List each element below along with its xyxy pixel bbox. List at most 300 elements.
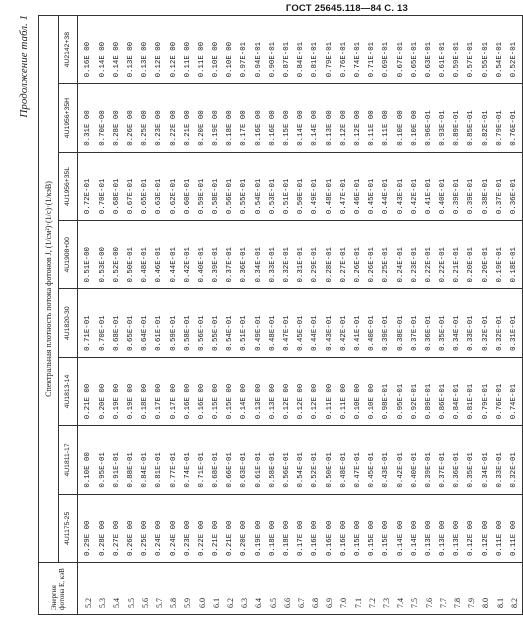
flux-value-cell: 0.52E-01	[309, 426, 323, 494]
flux-value-cell: 0.21E 00	[78, 357, 97, 425]
flux-value-cell: 0.14E 00	[238, 357, 252, 425]
header-row-span	[39, 16, 59, 615]
flux-value-cell: 0.15E 00	[380, 494, 394, 562]
flux-value-cell: 0.76E-01	[337, 16, 351, 84]
flux-value-cell: 0.71E-01	[366, 16, 380, 84]
flux-value-cell: 0.52E-00	[110, 221, 124, 289]
flux-value-cell: 0.12E 00	[465, 494, 479, 562]
table-row	[323, 16, 337, 615]
source-column-header: 4U1956+35L	[59, 152, 78, 220]
table-row	[337, 16, 351, 615]
flux-value-cell: 0.33E-01	[465, 289, 479, 357]
flux-value-cell: 0.74E-01	[508, 357, 523, 425]
flux-value-cell: 0.69E-01	[380, 16, 394, 84]
flux-value-cell: 0.79E-01	[479, 357, 493, 425]
energy-cell: 7.1	[352, 563, 366, 615]
rotated-table-block	[16, 15, 519, 615]
flux-value-cell: 0.18E 00	[139, 357, 153, 425]
flux-value-cell: 0.40E-01	[366, 289, 380, 357]
flux-value-cell: 0.26E 00	[125, 494, 139, 562]
flux-value-cell: 0.79E-01	[493, 84, 507, 152]
flux-value-cell: 0.10E 00	[78, 426, 97, 494]
table-row	[252, 16, 266, 615]
flux-value-cell: 0.11E 00	[196, 16, 210, 84]
flux-value-cell: 0.12E 00	[337, 84, 351, 152]
flux-value-cell: 0.12E 00	[295, 357, 309, 425]
flux-value-cell: 0.81E-01	[465, 357, 479, 425]
flux-value-cell: 0.65E-01	[139, 152, 153, 220]
flux-value-cell: 0.67E-01	[394, 16, 408, 84]
flux-value-cell: 0.93E-01	[437, 84, 451, 152]
table-row	[196, 16, 210, 615]
flux-value-cell: 0.18E 00	[266, 494, 280, 562]
flux-value-cell: 0.82E-01	[479, 84, 493, 152]
flux-value-cell: 0.63E-01	[153, 152, 167, 220]
flux-value-cell: 0.55E-01	[479, 16, 493, 84]
spectral-density-header: Спектральная плотность потока фотонов Ј, (1/см²)·(1/с)·(1/кэВ)	[39, 16, 59, 563]
flux-value-cell: 0.38E-01	[479, 152, 493, 220]
flux-value-cell: 0.13E 00	[323, 84, 337, 152]
flux-value-cell: 0.21E 00	[224, 494, 238, 562]
source-column-header: 4U1820-30	[59, 289, 78, 357]
flux-value-cell: 0.21E 00	[210, 494, 224, 562]
flux-value-cell: 0.87E-01	[281, 16, 295, 84]
flux-value-cell: 0.19E 00	[252, 494, 266, 562]
energy-cell: 6.1	[210, 563, 224, 615]
flux-value-cell: 0.11E 00	[493, 494, 507, 562]
flux-value-cell: 0.54E-01	[295, 426, 309, 494]
flux-value-cell: 0.26E-01	[366, 221, 380, 289]
flux-value-cell: 0.59E-01	[167, 289, 181, 357]
energy-cell: 6.8	[309, 563, 323, 615]
energy-cell: 5.2	[78, 563, 97, 615]
table-row	[465, 16, 479, 615]
flux-value-cell: 0.32E-01	[281, 221, 295, 289]
flux-value-cell: 0.16E 00	[337, 494, 351, 562]
energy-cell: 5.4	[110, 563, 124, 615]
flux-value-cell: 0.13E 00	[125, 16, 139, 84]
flux-value-cell: 0.39E-01	[451, 152, 465, 220]
flux-value-cell: 0.10E 00	[224, 16, 238, 84]
flux-value-cell: 0.94E-01	[252, 16, 266, 84]
page-header: ГОСТ 25645.118—84 С. 13	[285, 3, 408, 14]
flux-value-cell: 0.84E-01	[139, 426, 153, 494]
flux-value-cell: 0.63E-01	[238, 426, 252, 494]
flux-value-cell: 0.28E-01	[323, 221, 337, 289]
flux-value-cell: 0.51E-01	[281, 152, 295, 220]
flux-value-cell: 0.35E-01	[465, 426, 479, 494]
flux-value-cell: 0.49E-01	[309, 152, 323, 220]
flux-value-cell: 0.95E-01	[96, 426, 110, 494]
flux-value-cell: 0.25E 00	[139, 494, 153, 562]
flux-value-cell: 0.14E 00	[408, 494, 422, 562]
source-column-header: 4U1811-17	[59, 426, 78, 494]
flux-value-cell: 0.10E 00	[210, 16, 224, 84]
flux-value-cell: 0.35E-01	[437, 289, 451, 357]
flux-value-cell: 0.44E-01	[167, 221, 181, 289]
flux-value-cell: 0.40E-01	[408, 426, 422, 494]
flux-value-cell: 0.12E 00	[153, 16, 167, 84]
flux-value-cell: 0.46E-01	[153, 221, 167, 289]
flux-value-cell: 0.43E-01	[394, 152, 408, 220]
flux-value-cell: 0.24E-01	[394, 221, 408, 289]
flux-value-cell: 0.37E-01	[408, 289, 422, 357]
flux-value-cell: 0.37E-01	[493, 152, 507, 220]
flux-value-cell: 0.10E 00	[352, 357, 366, 425]
energy-cell: 6.5	[266, 563, 280, 615]
table-row	[423, 16, 437, 615]
flux-value-cell: 0.20E-01	[479, 221, 493, 289]
table-row	[508, 16, 523, 615]
flux-value-cell: 0.50E-01	[323, 426, 337, 494]
flux-value-cell: 0.50E-01	[295, 152, 309, 220]
energy-cell: 5.5	[125, 563, 139, 615]
flux-value-cell: 0.33E-01	[493, 426, 507, 494]
flux-value-cell: 0.65E-01	[408, 16, 422, 84]
flux-value-cell: 0.16E 00	[309, 494, 323, 562]
energy-cell: 5.9	[181, 563, 195, 615]
table-row	[281, 16, 295, 615]
flux-value-cell: 0.36E-01	[508, 152, 523, 220]
flux-value-cell: 0.91E-01	[110, 426, 124, 494]
flux-value-cell: 0.20E 00	[196, 84, 210, 152]
flux-value-cell: 0.11E 00	[380, 84, 394, 152]
flux-value-cell: 0.12E 00	[309, 357, 323, 425]
source-column-header: 4U2142+38	[59, 16, 78, 84]
flux-value-cell: 0.40E-01	[437, 152, 451, 220]
energy-cell: 5.8	[167, 563, 181, 615]
flux-value-cell: 0.10E 00	[366, 357, 380, 425]
flux-value-cell: 0.88E-01	[125, 426, 139, 494]
energy-cell: 5.7	[153, 563, 167, 615]
flux-value-cell: 0.25E 00	[139, 84, 153, 152]
table-row	[380, 16, 394, 615]
flux-value-cell: 0.18E 00	[224, 84, 238, 152]
flux-value-cell: 0.71E-01	[78, 289, 97, 357]
energy-cell: 7.9	[465, 563, 479, 615]
flux-value-cell: 0.45E-01	[366, 426, 380, 494]
flux-value-cell: 0.12E 00	[167, 16, 181, 84]
flux-value-cell: 0.56E-01	[224, 152, 238, 220]
energy-cell: 7.2	[366, 563, 380, 615]
energy-cell: 7.7	[437, 563, 451, 615]
flux-value-cell: 0.21E 00	[181, 84, 195, 152]
flux-value-cell: 0.20E 00	[96, 357, 110, 425]
table-row	[493, 16, 507, 615]
flux-value-cell: 0.18E 00	[281, 494, 295, 562]
source-column-header: 4U1175-25	[59, 494, 78, 562]
table-row	[125, 16, 139, 615]
flux-value-cell: 0.34E-01	[252, 221, 266, 289]
flux-value-cell: 0.66E-01	[224, 426, 238, 494]
flux-value-cell: 0.72E-01	[78, 152, 97, 220]
flux-value-cell: 0.16E 00	[323, 494, 337, 562]
flux-value-cell: 0.47E-01	[337, 152, 351, 220]
table-row	[479, 16, 493, 615]
flux-value-cell: 0.63E-01	[423, 16, 437, 84]
flux-value-cell: 0.13E 00	[252, 357, 266, 425]
flux-value-cell: 0.61E-01	[437, 16, 451, 84]
flux-value-cell: 0.52E-01	[508, 16, 523, 84]
flux-value-cell: 0.28E 00	[110, 84, 124, 152]
table-row	[181, 16, 195, 615]
table-row	[352, 16, 366, 615]
flux-value-cell: 0.85E-01	[465, 84, 479, 152]
energy-cell: 7.4	[394, 563, 408, 615]
flux-value-cell: 0.24E 00	[167, 494, 181, 562]
flux-value-cell: 0.61E-01	[252, 426, 266, 494]
table-row	[437, 16, 451, 615]
flux-value-cell: 0.98E-01	[380, 357, 394, 425]
flux-value-cell: 0.45E-01	[295, 289, 309, 357]
flux-value-cell: 0.15E 00	[281, 84, 295, 152]
flux-value-cell: 0.16E 00	[196, 357, 210, 425]
flux-value-cell: 0.38E-01	[394, 289, 408, 357]
flux-value-cell: 0.46E-01	[352, 152, 366, 220]
flux-value-cell: 0.14E 00	[309, 84, 323, 152]
energy-cell: 8.0	[479, 563, 493, 615]
flux-value-cell: 0.25E-01	[380, 221, 394, 289]
flux-value-cell: 0.16E 00	[252, 84, 266, 152]
flux-value-cell: 0.15E 00	[210, 357, 224, 425]
flux-value-cell: 0.70E-01	[96, 152, 110, 220]
energy-cell: 6.9	[323, 563, 337, 615]
flux-value-cell: 0.13E 00	[423, 494, 437, 562]
flux-value-cell: 0.14E 00	[295, 84, 309, 152]
flux-value-cell: 0.44E-01	[309, 289, 323, 357]
source-column-header: 4U1908+00	[59, 221, 78, 289]
table-row	[309, 16, 323, 615]
flux-value-cell: 0.43E-01	[380, 426, 394, 494]
flux-value-cell: 0.62E-01	[167, 152, 181, 220]
flux-value-cell: 0.79E-01	[323, 16, 337, 84]
flux-value-cell: 0.20E-01	[465, 221, 479, 289]
flux-value-cell: 0.12E 00	[479, 494, 493, 562]
flux-value-cell: 0.37E-01	[224, 221, 238, 289]
table-row	[238, 16, 252, 615]
flux-value-cell: 0.16E 00	[266, 84, 280, 152]
flux-value-cell: 0.41E-01	[352, 289, 366, 357]
flux-value-cell: 0.19E 00	[110, 357, 124, 425]
flux-value-cell: 0.23E 00	[153, 84, 167, 152]
flux-value-cell: 0.14E 00	[96, 16, 110, 84]
flux-value-cell: 0.19E 00	[125, 357, 139, 425]
flux-value-cell: 0.41E-01	[423, 152, 437, 220]
flux-value-cell: 0.95E-01	[394, 357, 408, 425]
flux-value-cell: 0.59E-01	[451, 16, 465, 84]
energy-cell: 5.6	[139, 563, 153, 615]
flux-value-cell: 0.11E 00	[366, 84, 380, 152]
flux-value-cell: 0.36E-01	[451, 426, 465, 494]
flux-value-cell: 0.58E-01	[181, 289, 195, 357]
flux-value-cell: 0.67E-01	[125, 152, 139, 220]
flux-value-cell: 0.32E-01	[479, 289, 493, 357]
flux-value-cell: 0.11E 00	[181, 16, 195, 84]
flux-value-cell: 0.58E-01	[210, 152, 224, 220]
flux-value-cell: 0.81E-01	[153, 426, 167, 494]
flux-value-cell: 0.32E-01	[508, 426, 523, 494]
flux-value-cell: 0.68E-01	[110, 152, 124, 220]
flux-value-cell: 0.22E-01	[437, 221, 451, 289]
flux-value-cell: 0.47E-01	[281, 289, 295, 357]
flux-value-cell: 0.29E-01	[309, 221, 323, 289]
flux-value-cell: 0.55E-01	[238, 152, 252, 220]
flux-value-cell: 0.16E 00	[78, 16, 97, 84]
table-row	[295, 16, 309, 615]
flux-value-cell: 0.23E-01	[408, 221, 422, 289]
flux-value-cell: 0.74E-01	[181, 426, 195, 494]
flux-value-cell: 0.54E-01	[493, 16, 507, 84]
flux-value-cell: 0.74E-01	[352, 16, 366, 84]
flux-value-cell: 0.54E-01	[224, 289, 238, 357]
flux-value-cell: 0.15E 00	[352, 494, 366, 562]
flux-value-cell: 0.34E-01	[451, 289, 465, 357]
flux-value-cell: 0.39E-01	[423, 426, 437, 494]
flux-value-cell: 0.34E-01	[479, 426, 493, 494]
energy-cell: 7.3	[380, 563, 394, 615]
flux-value-cell: 0.48E-01	[139, 221, 153, 289]
flux-value-cell: 0.22E 00	[196, 494, 210, 562]
table-row	[394, 16, 408, 615]
flux-value-cell: 0.64E-01	[139, 289, 153, 357]
flux-value-cell: 0.15E 00	[366, 494, 380, 562]
flux-value-cell: 0.15E 00	[224, 357, 238, 425]
table-row	[224, 16, 238, 615]
flux-value-cell: 0.22E 00	[167, 84, 181, 152]
table-continuation-label: Продолжение табл. 1	[18, 15, 30, 118]
flux-value-cell: 0.17E 00	[238, 84, 252, 152]
flux-value-cell: 0.61E-01	[153, 289, 167, 357]
table-row	[139, 16, 153, 615]
flux-value-cell: 0.24E 00	[153, 494, 167, 562]
flux-value-cell: 0.17E 00	[167, 357, 181, 425]
flux-value-cell: 0.76E-01	[508, 84, 523, 152]
flux-value-cell: 0.54E-01	[252, 152, 266, 220]
flux-value-cell: 0.70E-01	[96, 289, 110, 357]
flux-value-cell: 0.40E-01	[196, 221, 210, 289]
energy-cell: 6.3	[238, 563, 252, 615]
flux-value-cell: 0.42E-01	[181, 221, 195, 289]
flux-value-cell: 0.43E-01	[323, 289, 337, 357]
flux-value-cell: 0.26E-01	[352, 221, 366, 289]
energy-cell: 8.2	[508, 563, 523, 615]
flux-value-cell: 0.86E-01	[437, 357, 451, 425]
flux-value-cell: 0.14E 00	[394, 494, 408, 562]
flux-value-cell: 0.17E 00	[153, 357, 167, 425]
flux-value-cell: 0.51E-00	[78, 221, 97, 289]
flux-value-cell: 0.13E 00	[437, 494, 451, 562]
flux-value-cell: 0.53E-00	[96, 221, 110, 289]
flux-value-cell: 0.59E-01	[196, 152, 210, 220]
table-row	[266, 16, 280, 615]
table-row	[451, 16, 465, 615]
table-row	[96, 16, 110, 615]
flux-value-cell: 0.19E 00	[210, 84, 224, 152]
flux-value-cell: 0.14E 00	[110, 16, 124, 84]
table-row	[167, 16, 181, 615]
table-row	[210, 16, 224, 615]
energy-cell: 6.4	[252, 563, 266, 615]
flux-value-cell: 0.42E-01	[337, 289, 351, 357]
flux-value-cell: 0.39E-01	[210, 221, 224, 289]
flux-value-cell: 0.31E-01	[295, 221, 309, 289]
table-row	[366, 16, 380, 615]
flux-value-cell: 0.81E-01	[309, 16, 323, 84]
flux-value-cell: 0.10E 00	[394, 84, 408, 152]
flux-value-cell: 0.53E-01	[266, 152, 280, 220]
table-row	[153, 16, 167, 615]
energy-cell: 7.6	[423, 563, 437, 615]
source-column-header: 4U1956+35H	[59, 84, 78, 152]
flux-value-cell: 0.49E-01	[252, 289, 266, 357]
flux-value-cell: 0.17E 00	[295, 494, 309, 562]
flux-value-cell: 0.56E-01	[281, 426, 295, 494]
flux-value-cell: 0.27E 00	[110, 494, 124, 562]
energy-cell: 7.0	[337, 563, 351, 615]
flux-value-cell: 0.16E 00	[181, 357, 195, 425]
flux-value-cell: 0.13E 00	[266, 357, 280, 425]
photon-flux-table	[38, 15, 523, 615]
flux-value-cell: 0.56E-01	[196, 289, 210, 357]
flux-value-cell: 0.84E-01	[295, 16, 309, 84]
energy-cell: 6.0	[196, 563, 210, 615]
energy-cell: 5.3	[96, 563, 110, 615]
flux-value-cell: 0.21E-01	[451, 221, 465, 289]
flux-value-cell: 0.51E-01	[238, 289, 252, 357]
flux-value-cell: 0.13E 00	[451, 494, 465, 562]
flux-value-cell: 0.31E-01	[508, 289, 523, 357]
flux-value-cell: 0.42E-01	[408, 152, 422, 220]
energy-cell: 6.2	[224, 563, 238, 615]
flux-value-cell: 0.70E-00	[96, 84, 110, 152]
flux-value-cell: 0.65E-01	[125, 289, 139, 357]
flux-value-cell: 0.55E-01	[210, 289, 224, 357]
flux-value-cell: 0.89E-01	[451, 84, 465, 152]
flux-value-cell: 0.50E-01	[125, 221, 139, 289]
flux-value-cell: 0.36E-01	[423, 289, 437, 357]
flux-value-cell: 0.36E-01	[238, 221, 252, 289]
flux-value-cell: 0.33E-01	[266, 221, 280, 289]
flux-value-cell: 0.96E-01	[423, 84, 437, 152]
flux-value-cell: 0.84E-01	[451, 357, 465, 425]
flux-value-cell: 0.58E-01	[266, 426, 280, 494]
flux-value-cell: 0.11E 00	[323, 357, 337, 425]
flux-value-cell: 0.32E-01	[493, 289, 507, 357]
flux-value-cell: 0.45E-01	[366, 152, 380, 220]
flux-value-cell: 0.31E 00	[78, 84, 97, 152]
flux-value-cell: 0.39E-01	[465, 152, 479, 220]
flux-value-cell: 0.13E 00	[139, 16, 153, 84]
flux-value-cell: 0.89E-01	[423, 357, 437, 425]
flux-value-cell: 0.27E-01	[337, 221, 351, 289]
flux-value-cell: 0.23E 00	[181, 494, 195, 562]
energy-cell: 6.7	[295, 563, 309, 615]
energy-column-header: Энергия фотона Е, кэВ	[39, 563, 78, 615]
flux-value-cell: 0.28E 00	[96, 494, 110, 562]
table-row	[408, 16, 422, 615]
flux-value-cell: 0.47E-01	[352, 426, 366, 494]
table-row	[78, 16, 97, 615]
flux-value-cell: 0.10E 00	[408, 84, 422, 152]
energy-cell: 6.6	[281, 563, 295, 615]
flux-value-cell: 0.11E 00	[508, 494, 523, 562]
flux-value-cell: 0.12E 00	[352, 84, 366, 152]
flux-value-cell: 0.76E-01	[493, 357, 507, 425]
flux-value-cell: 0.71E-01	[196, 426, 210, 494]
flux-value-cell: 0.11E 00	[337, 357, 351, 425]
table-body	[78, 16, 523, 615]
flux-value-cell: 0.42E-01	[394, 426, 408, 494]
